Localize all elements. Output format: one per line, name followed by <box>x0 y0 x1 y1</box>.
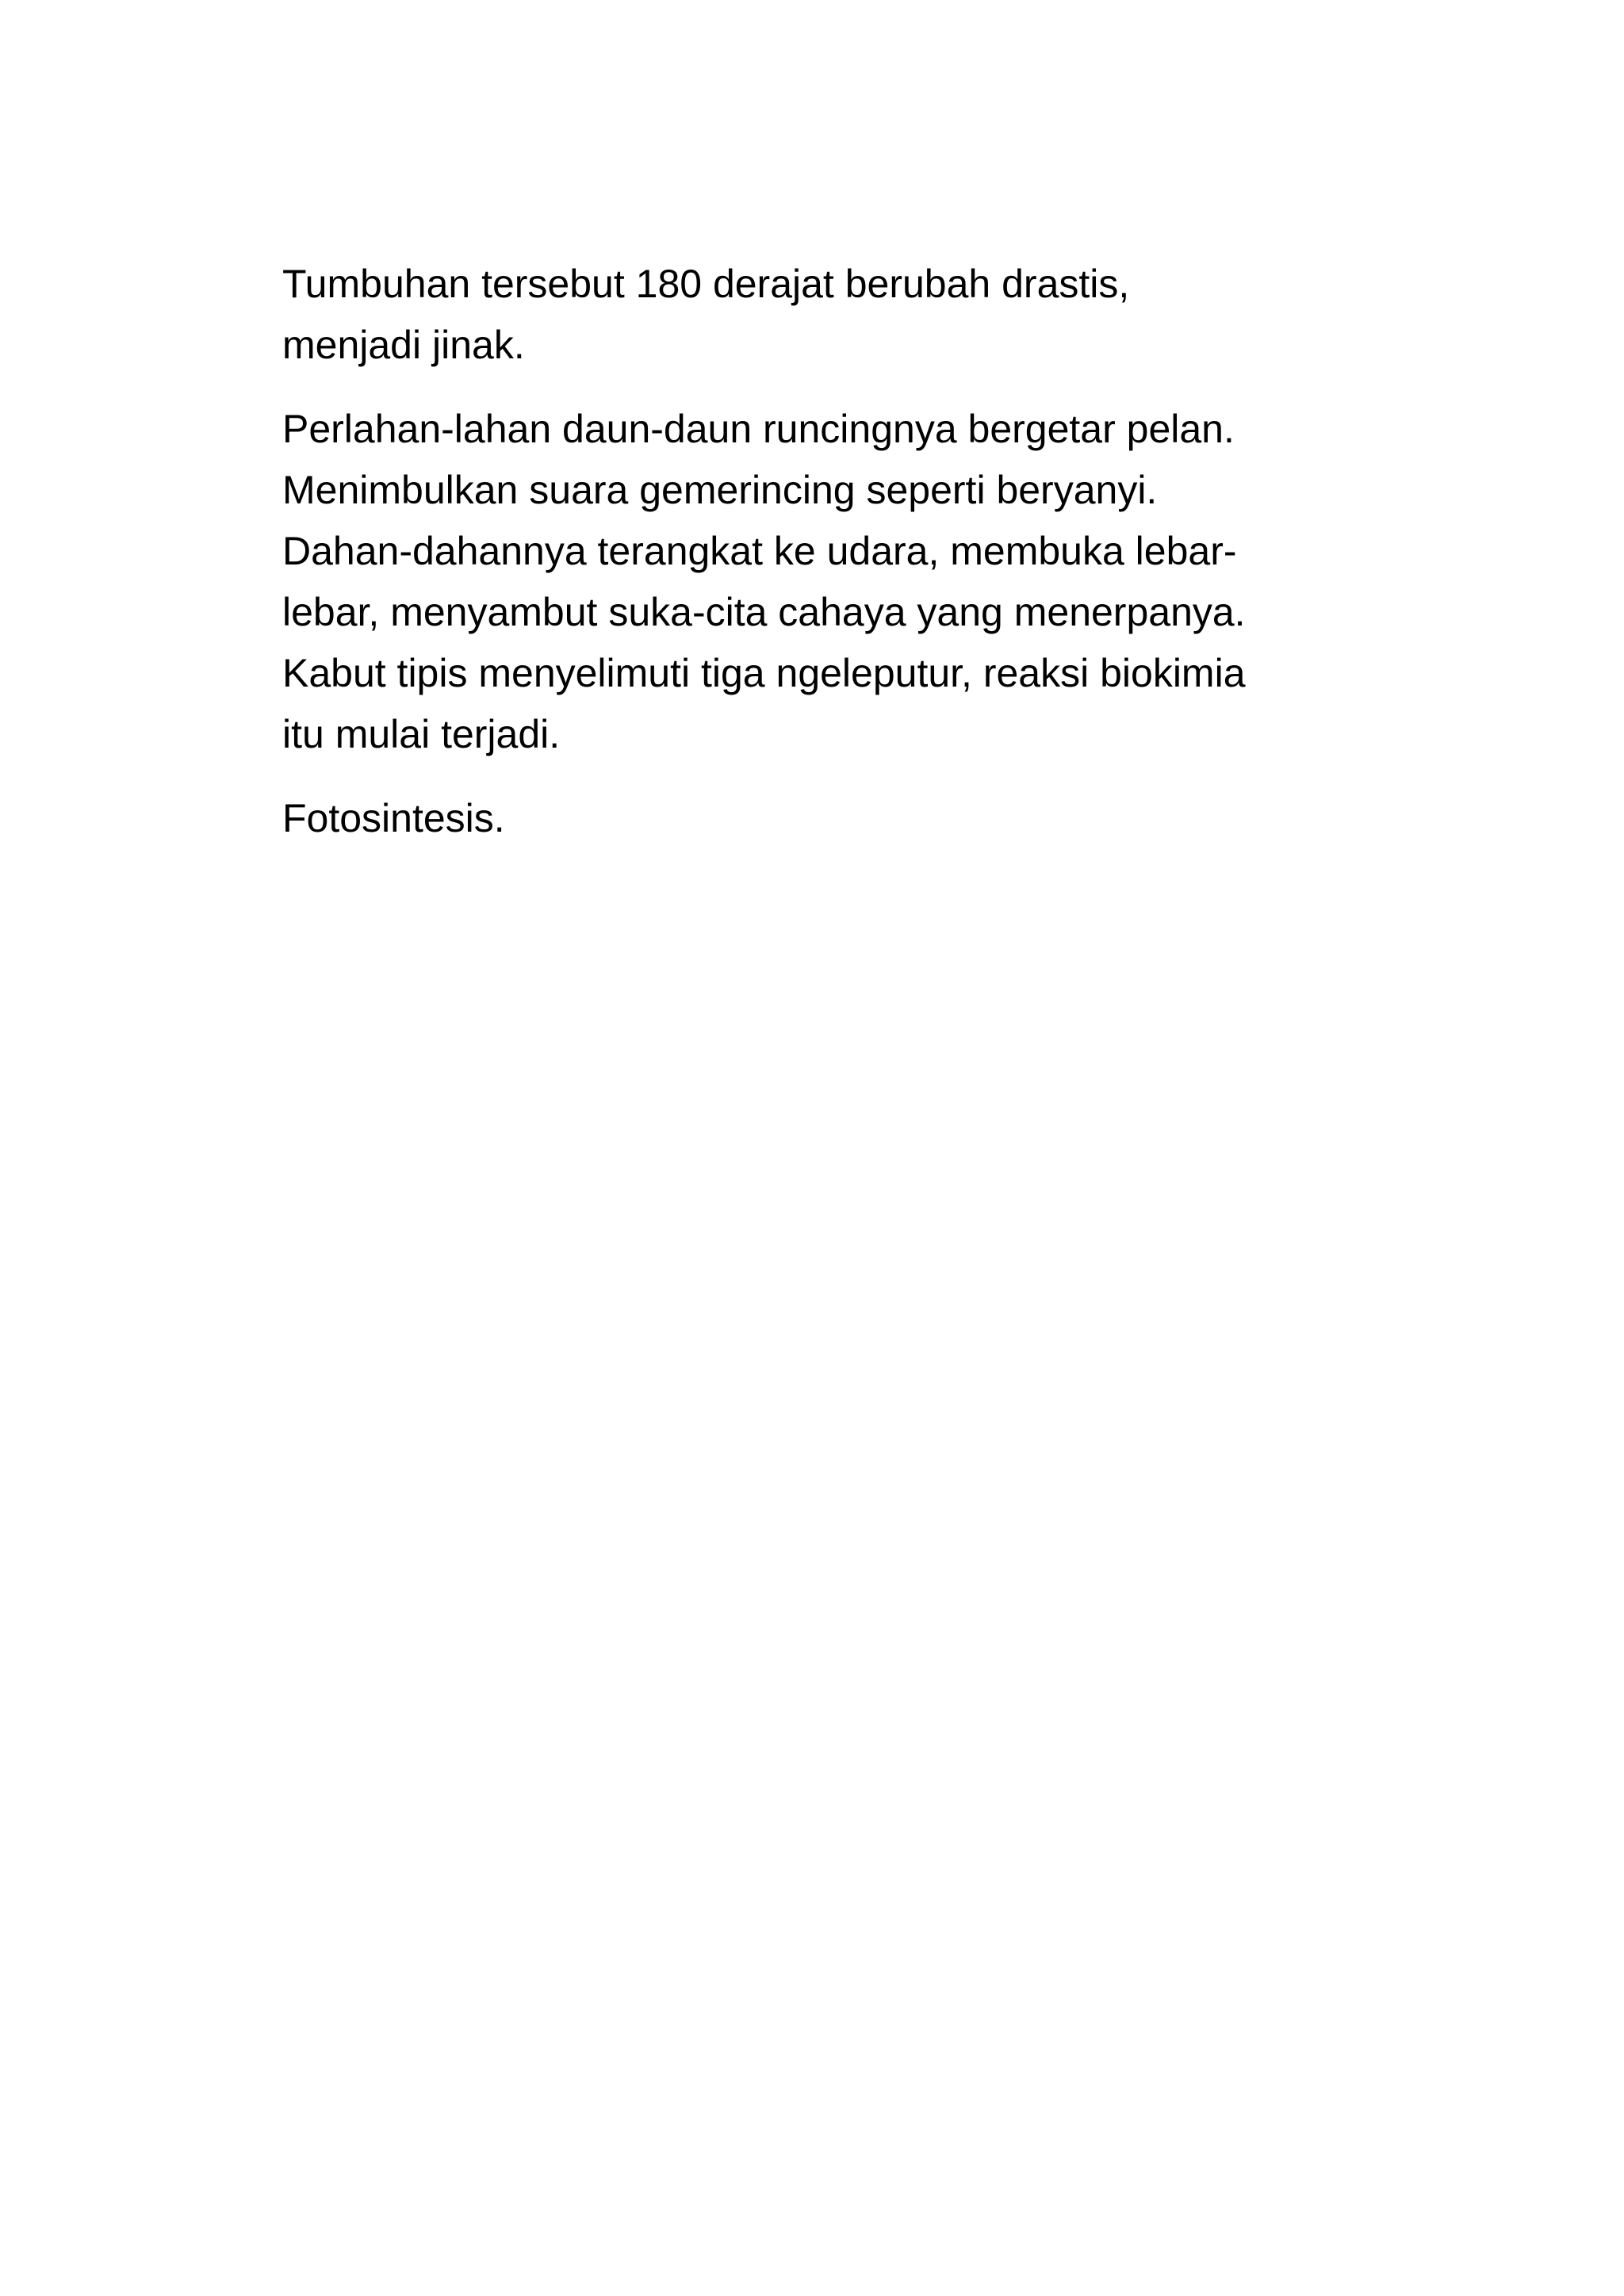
text-line: Kabut tipis menyelimuti tiga ngeleputur, reaksi biokimia <box>282 651 1246 695</box>
paragraph-3 <box>282 788 1408 849</box>
text-line: lebar, menyambut suka-cita cahaya yang menerpanya. <box>282 590 1246 634</box>
text-line: Tumbuhan tersebut 180 derajat berubah drastis, <box>282 262 1130 306</box>
paragraph-1 <box>282 254 1408 376</box>
text-line: menjadi jinak. <box>282 323 525 367</box>
text-line: Menimbulkan suara gemerincing seperti beryanyi. <box>282 468 1158 512</box>
text-line: Fotosintesis. <box>282 796 505 840</box>
text-line: Perlahan-lahan daun-daun runcingnya bergetar pelan. <box>282 407 1235 451</box>
paragraph-2 <box>282 399 1408 765</box>
text-line: Dahan-dahannya terangkat ke udara, membuka lebar- <box>282 529 1237 573</box>
text-line: itu mulai terjadi. <box>282 712 561 756</box>
body-text <box>282 254 1408 872</box>
